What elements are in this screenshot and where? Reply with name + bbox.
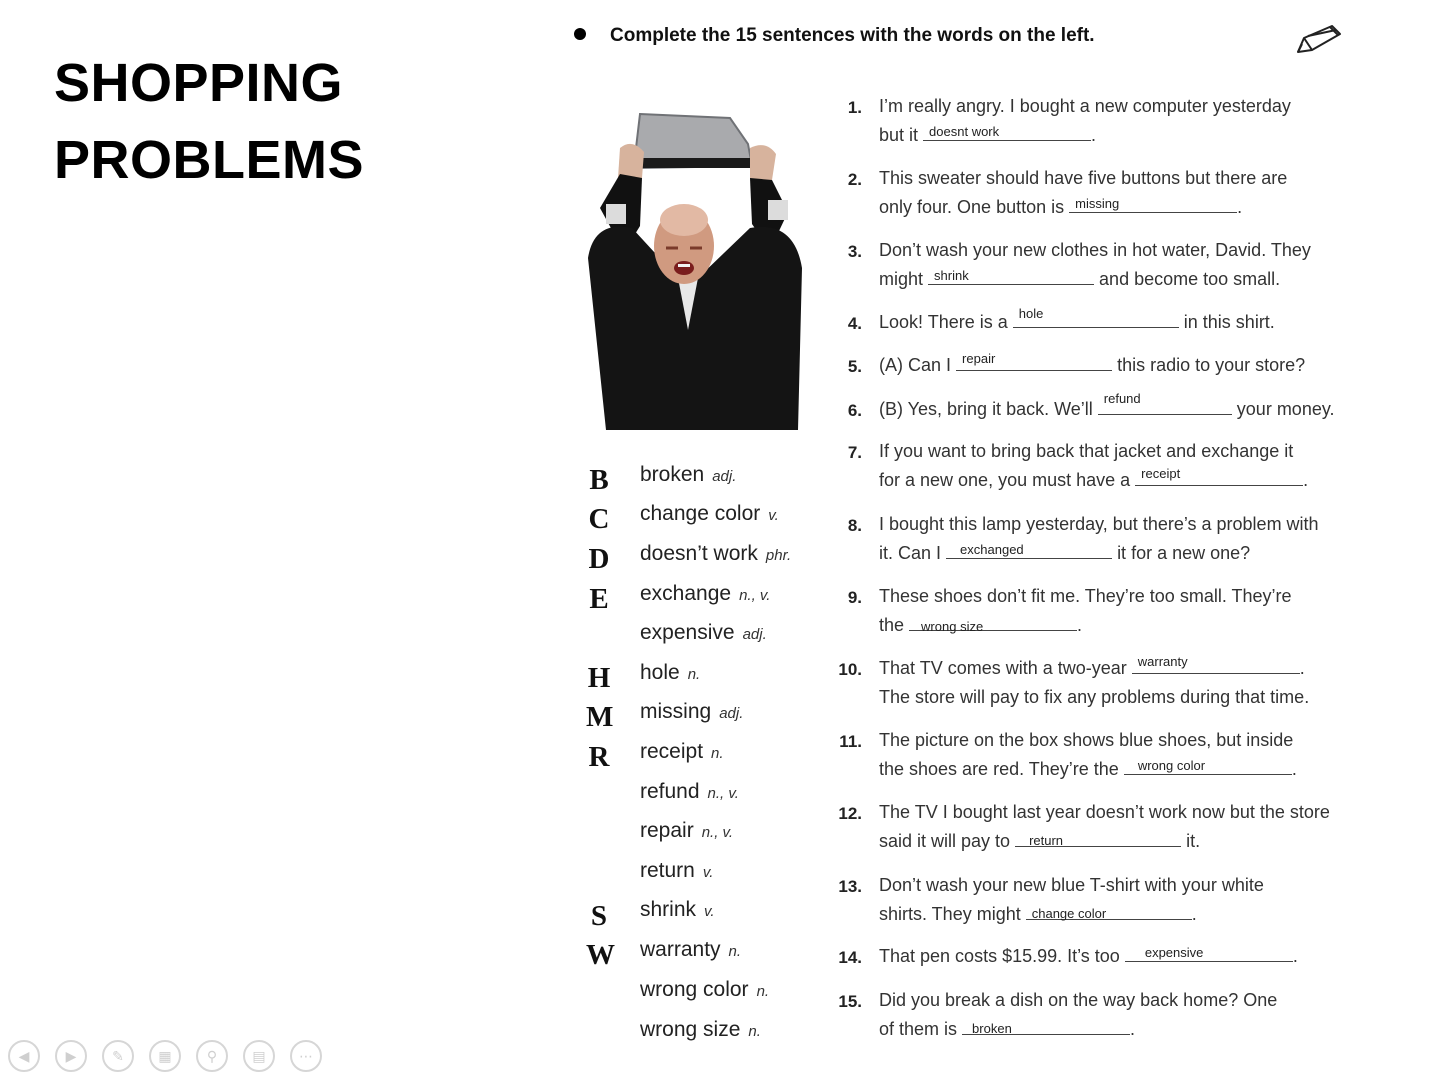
word-list-letter: E <box>589 583 609 615</box>
question-text: might <box>879 269 924 289</box>
word-list-pos: n. <box>711 745 724 762</box>
word-list-pos: v. <box>702 864 714 881</box>
answer-text: broken <box>972 1021 1012 1036</box>
answer-blank[interactable] <box>1124 760 1292 775</box>
question-number: 11. <box>839 732 862 751</box>
answer-text: wrong size <box>921 619 984 634</box>
word-list-letter: S <box>590 900 608 932</box>
answer-blank[interactable] <box>1013 306 1179 328</box>
word-list-word: expensive <box>640 621 735 644</box>
question-text: (A) Can I <box>879 355 952 375</box>
question-line <box>879 391 1335 420</box>
question-number: 4. <box>847 314 862 333</box>
question-text: your money. <box>1236 399 1335 419</box>
word-list-pos: phr. <box>765 547 792 564</box>
question-text: the shoes are red. They’re the <box>879 759 1119 779</box>
answer-blank[interactable] <box>909 616 1077 634</box>
answer-blank[interactable] <box>923 126 1091 141</box>
slides-grid-icon[interactable]: ▦ <box>149 1040 181 1072</box>
answer-blank[interactable] <box>1026 905 1192 920</box>
question-text: . <box>1291 759 1297 779</box>
question-text: . <box>1299 658 1305 678</box>
question-line <box>879 125 1096 146</box>
word-list-word: warranty <box>640 938 721 961</box>
word-list-word: receipt <box>640 740 704 763</box>
question-line <box>879 543 1250 564</box>
question-text: this radio to your store? <box>1117 355 1306 375</box>
word-list-pos: n. <box>687 666 701 683</box>
word-list-word: shrink <box>640 898 697 921</box>
word-list-item <box>640 740 724 764</box>
word-list-item <box>640 463 736 487</box>
word-list-pos: n., v. <box>701 824 734 841</box>
question-text: That pen costs $15.99. It’s too <box>879 946 1120 966</box>
question-number: 10. <box>838 660 862 679</box>
word-list-item <box>640 859 713 883</box>
word-list-item <box>640 542 791 566</box>
question-text: only four. One button is <box>879 197 1065 217</box>
previous-slide-icon[interactable]: ◀ <box>8 1040 40 1072</box>
word-list-pos: n. <box>756 983 770 1000</box>
word-list-item <box>640 978 769 1002</box>
next-slide-icon[interactable]: ▶ <box>55 1040 87 1072</box>
word-list-letter: W <box>586 939 615 971</box>
question-text: I’m really angry. I bought a new computer yesterday <box>879 96 1291 116</box>
answer-text: missing <box>1075 196 1120 211</box>
answer-text: exchanged <box>960 542 1024 557</box>
word-list-letter: H <box>587 662 611 694</box>
word-list-pos: adj. <box>742 626 767 643</box>
question-text: I bought this lamp yesterday, but there’s a problem with <box>879 514 1319 534</box>
answer-text: repair <box>962 351 996 366</box>
question-text: Look! There is a <box>879 312 1008 332</box>
question-number: 8. <box>847 516 862 535</box>
question-number: 6. <box>847 401 862 420</box>
question-text: . <box>1130 1019 1136 1039</box>
answer-blank[interactable] <box>946 544 1112 559</box>
answer-blank[interactable] <box>1015 832 1181 847</box>
answer-blank[interactable] <box>1098 391 1232 415</box>
question-number: 14. <box>838 948 862 967</box>
question-number: 1. <box>847 98 862 117</box>
question-text: and become too small. <box>1099 269 1281 289</box>
question-text: These shoes don’t fit me. They’re too small. They’re <box>879 586 1292 606</box>
answer-text: return <box>1029 833 1064 848</box>
question-line <box>879 654 1305 679</box>
answer-text: doesnt work <box>929 124 1000 139</box>
question-number: 3. <box>847 242 862 261</box>
word-list-word: missing <box>640 700 712 723</box>
question-text: but it <box>879 125 919 145</box>
answer-blank[interactable] <box>1069 198 1237 213</box>
word-list-item <box>640 1018 761 1042</box>
question-text: The TV I bought last year doesn’t work now but the store <box>879 802 1330 822</box>
question-text: That TV comes with a two-year <box>879 658 1127 678</box>
word-list-word: repair <box>640 819 694 842</box>
answer-text: change color <box>1031 906 1107 921</box>
pencil-icon <box>1294 22 1344 58</box>
question-number: 2. <box>847 170 862 189</box>
answer-blank[interactable] <box>1135 466 1303 486</box>
word-list-pos: adj. <box>712 468 737 485</box>
pen-icon[interactable]: ✎ <box>102 1040 134 1072</box>
question-line <box>879 759 1297 780</box>
word-list-letter: R <box>588 741 610 773</box>
question-text: The picture on the box shows blue shoes, but inside <box>879 730 1294 750</box>
word-list-letter: M <box>586 701 614 733</box>
question-text: . <box>1237 197 1243 217</box>
question-number: 7. <box>847 443 862 462</box>
question-number: 13. <box>838 877 862 896</box>
word-list-word: doesn’t work <box>640 542 758 565</box>
word-list-pos: n. <box>728 943 742 960</box>
question-text: the <box>879 615 905 635</box>
answer-text: refund <box>1103 391 1141 406</box>
question-text: . <box>1091 125 1097 145</box>
word-list-item <box>640 938 741 962</box>
question-text: Don’t wash your new clothes in hot water, David. They <box>879 240 1311 260</box>
word-list-item <box>640 661 700 685</box>
word-list-letter: B <box>589 464 609 496</box>
answer-blank[interactable] <box>962 1020 1130 1035</box>
question-text: said it will pay to <box>879 831 1011 851</box>
question-text: . <box>1303 470 1309 490</box>
question-number: 9. <box>847 588 862 607</box>
question-text: shirts. They might <box>879 904 1021 924</box>
page-title-line1: SHOPPING <box>54 53 344 113</box>
word-list-pos: v. <box>768 507 779 524</box>
word-list-item <box>640 898 715 922</box>
word-list-word: refund <box>640 780 700 803</box>
instruction-text: Complete the 15 sentences with the words on the left. <box>610 25 1095 46</box>
word-list-pos: n. <box>748 1023 761 1040</box>
word-list-pos: n., v. <box>707 785 739 802</box>
question-text: of them is <box>879 1019 958 1039</box>
word-list-item <box>640 502 779 526</box>
question-line <box>879 466 1309 491</box>
question-number: 5. <box>847 357 862 376</box>
question-line <box>879 904 1197 925</box>
word-list-pos: adj. <box>719 705 744 722</box>
word-list-pos: n., v. <box>739 587 771 604</box>
word-list-item <box>640 582 770 606</box>
word-list-letter: D <box>588 543 610 575</box>
answer-text: wrong color <box>1137 758 1206 773</box>
word-list-letter: C <box>588 503 610 535</box>
answer-text: receipt <box>1141 466 1181 481</box>
question-line <box>879 1019 1135 1040</box>
question-text: . <box>1292 946 1298 966</box>
answer-text: expensive <box>1144 945 1204 960</box>
page-title-line2: PROBLEMS <box>54 130 365 190</box>
question-text: . <box>1077 615 1083 635</box>
word-list-word: wrong size <box>640 1018 741 1041</box>
question-text: in this shirt. <box>1183 312 1275 332</box>
answer-blank[interactable] <box>956 351 1112 371</box>
answer-blank[interactable] <box>1125 947 1293 962</box>
word-list-word: broken <box>640 463 705 486</box>
question-line <box>879 306 1275 333</box>
question-line <box>879 615 1082 636</box>
question-text: The store will pay to fix any problems during that time. <box>879 687 1310 707</box>
word-list-item <box>640 621 767 645</box>
bullet-icon <box>574 28 586 40</box>
answer-text: shrink <box>934 268 969 283</box>
question-number: 12. <box>838 804 862 823</box>
word-list-word: change color <box>640 502 761 525</box>
question-text: . <box>1191 904 1197 924</box>
question-text: Did you break a dish on the way back home? One <box>879 990 1278 1010</box>
word-list-item <box>640 780 739 804</box>
question-text: for a new one, you must have a <box>879 470 1131 490</box>
word-list-word: hole <box>640 661 680 684</box>
question-line <box>879 351 1306 376</box>
question-text: (B) Yes, bring it back. We’ll <box>879 399 1093 419</box>
question-text: it. <box>1186 831 1201 851</box>
question-line <box>879 197 1242 218</box>
word-list-item <box>640 819 733 843</box>
word-list-word: exchange <box>640 582 732 605</box>
word-list-item <box>640 700 743 724</box>
question-line <box>879 831 1200 852</box>
word-list-pos: v. <box>704 903 715 920</box>
question-line <box>879 946 1298 967</box>
answer-text: warranty <box>1137 654 1188 669</box>
question-text: If you want to bring back that jacket and exchange it <box>879 441 1294 461</box>
angry-man-laptop-image <box>580 108 810 430</box>
question-text: it. Can I <box>879 543 942 563</box>
answer-blank[interactable] <box>928 270 1094 285</box>
answer-blank[interactable] <box>1132 654 1300 674</box>
question-text: This sweater should have five buttons but there are <box>879 168 1288 188</box>
word-list-word: wrong color <box>640 978 749 1001</box>
more-options-icon[interactable]: ⋯ <box>290 1040 322 1072</box>
subtitles-icon[interactable]: ▤ <box>243 1040 275 1072</box>
question-text: it for a new one? <box>1117 543 1251 563</box>
question-text: Don’t wash your new blue T-shirt with your white <box>879 875 1264 895</box>
question-number: 15. <box>838 992 862 1011</box>
answer-text: hole <box>1018 306 1044 321</box>
question-line <box>879 269 1280 290</box>
word-list-word: return <box>640 859 695 882</box>
zoom-icon[interactable]: ⚲ <box>196 1040 228 1072</box>
